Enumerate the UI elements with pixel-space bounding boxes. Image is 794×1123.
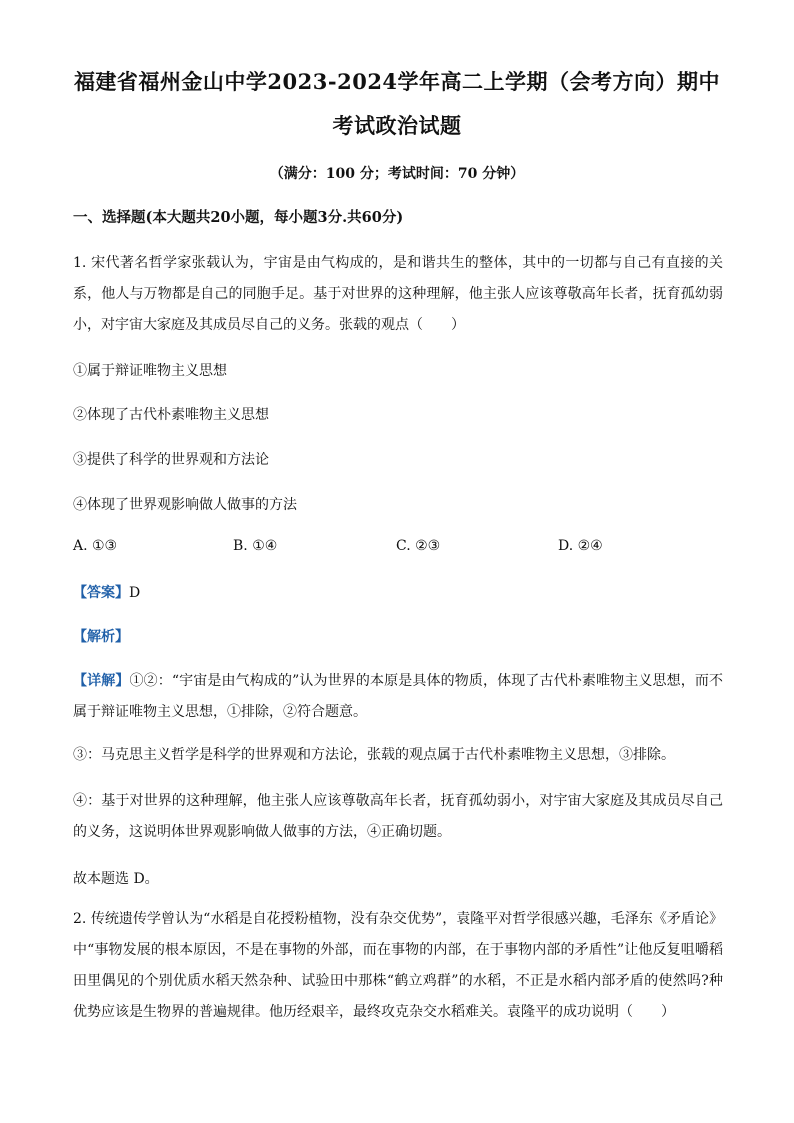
question-1-detail-2: ③：马克思主义哲学是科学的世界观和方法论，张载的观点属于古代朴素唯物主义思想，③排除。 [73,747,675,763]
detail-label: 【详解】 [73,673,130,689]
question-1-item-1: ①属于辩证唯物主义思想 [73,363,227,379]
answer-label: 【答案】 [73,585,129,601]
question-1-item-2: ②体现了古代朴素唯物主义思想 [73,407,269,423]
detail-1-text: ①②：“宇宙是由气构成的”认为世界的本原是具体的物质，体现了古代朴素唯物主义思想，而不属于辩证唯物主义思想，①排除，②符合题意。 [73,673,724,720]
section-heading-choice: 一、选择题(本大题共20小题，每小题3分.共60分) [73,209,404,226]
document-title-line-1: 福建省福州金山中学2023-2024学年高二上学期（会考方向）期中 [73,69,721,94]
exam-info: （满分：100 分；考试时间：70 分钟） [269,166,525,182]
document-title-line-2: 考试政治试题 [332,113,462,138]
question-1-option-b: B. ①④ [233,538,278,554]
question-1-detail-3: ④：基于对世界的这种理解，他主张人应该尊敬高年长者，抚育孤幼弱小，对宇宙大家庭及其成员尽自己的义务，这说明体世界观影响做人做事的方法，④正确切题。 [73,793,723,840]
question-1-conclusion: 故本题选 D。 [73,871,159,887]
question-1-option-c: C. ②③ [396,538,441,554]
analysis-label: 【解析】 [73,629,129,645]
question-1-analysis [73,626,129,646]
question-1-item-4: ④体现了世界观影响做人做事的方法 [73,497,297,513]
question-1-option-d: D. ②④ [558,538,603,554]
question-1-item-3: ③提供了科学的世界观和方法论 [73,452,269,468]
question-1-answer [73,582,140,602]
question-1-option-a: A. ①③ [73,538,118,554]
question-1-detail-1 [73,666,723,728]
question-1-stem: 1. 宋代著名哲学家张载认为，宇宙是由气构成的，是和谐共生的整体，其中的一切都与自己有直接的关系，他人与万物都是自己的同胞手足。基于对世界的这种理解，他主张人应该尊敬高年长者，抚育孤幼弱小，对宇宙大家庭及其成员尽自己的义务。张载的观点（ ） [73,255,723,333]
answer-value: D [129,585,141,601]
question-2-stem: 2. 传统遗传学曾认为“水稻是自花授粉植物，没有杂交优势”，袁隆平对哲学很感兴趣，毛泽东《矛盾论》中“事物发展的根本原因，不是在事物的外部，而在事物的内部，在于事物内部的矛盾性”让他反复咀嚼稻田里偶见的个别优质水稻天然杂种、试验田中那株“鹤立鸡群”的水稻，不正是水稻内部矛盾的使然吗?种优势应该是生物界的普遍规律。他历经艰辛，最终攻克杂交水稻难关。袁隆平的成功说明（ ） [73,911,723,1020]
